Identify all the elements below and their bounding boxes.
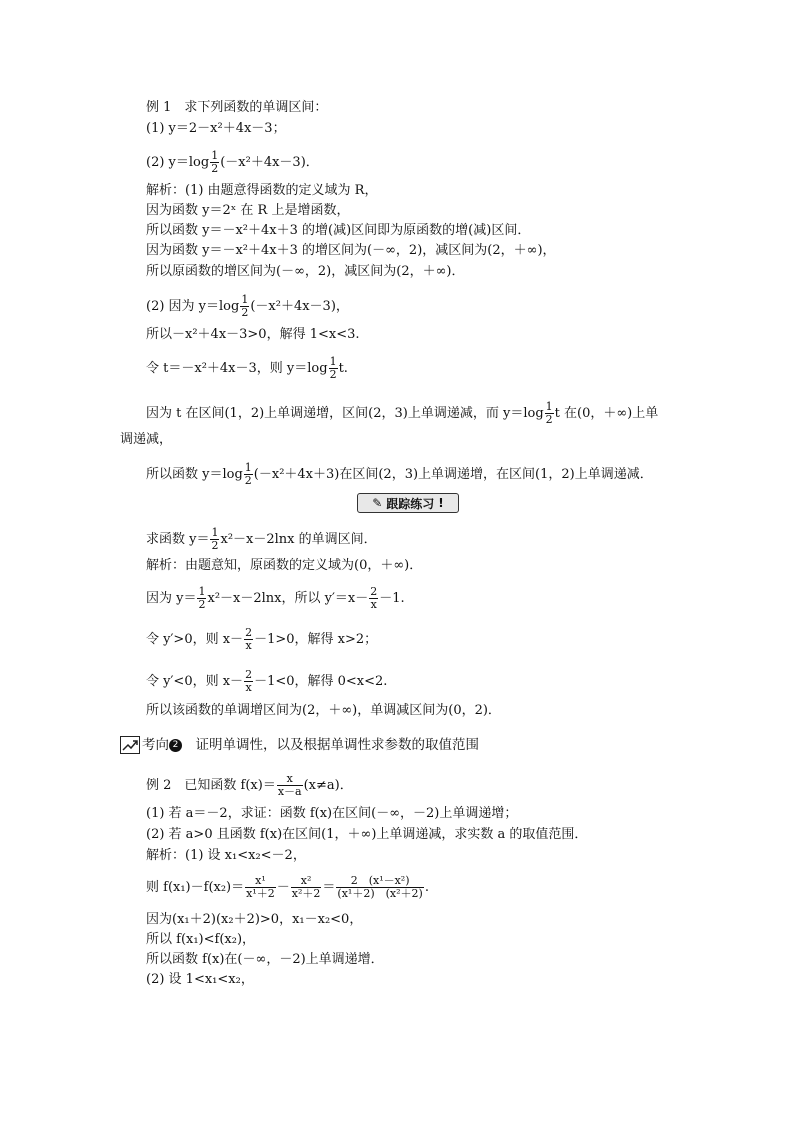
text: 则 f(x₁)－f(x₂)＝ [146, 880, 245, 895]
numerator: 1 [211, 149, 219, 162]
text: 因为 y＝ [146, 591, 197, 606]
numerator: x¹ [255, 874, 266, 887]
text: (2) 因为 y＝log [146, 299, 240, 314]
denominator: 2 [545, 413, 553, 426]
solution-line [146, 586, 405, 611]
fraction [369, 586, 378, 611]
fraction [244, 669, 253, 694]
numerator: 2 [370, 585, 378, 598]
text: . [424, 880, 429, 895]
solution-line: 调递减， [120, 432, 173, 447]
example-2-part-2: (2) 若 a>0 且函数 f(x)在区间(1，＋∞)上单调递减，求实数 a 的取值范围． [146, 827, 588, 842]
solution-line: 解析：(1) 由题意得函数的定义域为 R， [146, 183, 378, 198]
numerator: 1 [244, 461, 252, 474]
solution-line [146, 875, 429, 900]
numerator: 1 [329, 355, 337, 368]
text: －1<0，解得 0<x<2. [254, 674, 388, 689]
text: 因为 t 在区间(1，2)上单调递增，区间(2，3)上单调递减，而 y＝log [146, 406, 544, 421]
numerator: 1 [545, 400, 553, 413]
solution-line: 所以函数 y＝－x²＋4x＋3 的增(减)区间即为原函数的增(减)区间． [146, 223, 531, 238]
text: 令 y′>0，则 x－ [146, 632, 244, 647]
numerator: 1 [211, 526, 219, 539]
numerator: 1 [241, 293, 249, 306]
solution-line: 所以－x²＋4x－3>0，解得 1<x<3. [146, 327, 360, 342]
text: 令 y′<0，则 x－ [146, 674, 244, 689]
numerator: 2 [245, 626, 253, 639]
example-2-title [146, 773, 353, 798]
denominator: x [245, 681, 252, 694]
text: －1. [379, 591, 405, 606]
solution-line: 所以 f(x₁)<f(x₂)， [146, 932, 256, 947]
denominator: x－a [277, 785, 302, 798]
text: 所以函数 y＝log [146, 467, 243, 482]
text: (－x²＋4x－3)． [220, 155, 319, 170]
solution-line: 因为函数 y＝2ˣ 在 R 上是增函数， [146, 203, 350, 218]
denominator: x [370, 598, 377, 611]
solution-line: 解析：(1) 设 x₁<x₂<－2， [146, 848, 306, 863]
example-1-part-1: (1) y＝2－x²＋4x－3； [146, 121, 286, 136]
solution-line [146, 294, 349, 319]
fraction [277, 773, 303, 798]
fraction [329, 356, 338, 381]
solution-line: 所以原函数的增区间为(－∞，2)，减区间为(2，＋∞)． [146, 264, 465, 279]
solution-line: 解析：由题意知，原函数的定义域为(0，＋∞)． [146, 558, 423, 573]
text: x²－x－2lnx，所以 y′＝x－ [207, 591, 369, 606]
text: (－x²＋4x＋3)在区间(2，3)上单调递增，在区间(1，2)上单调递减． [253, 467, 653, 482]
denominator: 2 [241, 306, 249, 319]
denominator: x¹＋2 [246, 887, 275, 900]
text: (x≠a)． [303, 778, 353, 793]
solution-line [146, 462, 653, 487]
example-1-part-2 [146, 150, 319, 175]
example-2-part-1: (1) 若 a＝－2，求证：函数 f(x)在区间(－∞，－2)上单调递增； [146, 806, 518, 821]
text: t. [338, 361, 348, 376]
solution-line [146, 627, 377, 652]
section-title: 证明单调性，以及根据单调性求参数的取值范围 [195, 737, 479, 753]
solution-line: 所以该函数的单调增区间为(2，＋∞)，单调减区间为(0，2)． [146, 703, 501, 718]
denominator: x²＋2 [291, 887, 321, 900]
section-heading [120, 733, 479, 754]
numerator: 1 [198, 585, 206, 598]
numerator: x² [300, 874, 312, 887]
fraction [210, 150, 219, 175]
solution-line [146, 356, 348, 381]
section-number: 2 [169, 739, 182, 752]
fraction [336, 875, 423, 900]
text: 求函数 y＝ [146, 532, 210, 547]
denominator: 2 [198, 598, 206, 611]
solution-line: 因为函数 y＝－x²＋4x＋3 的增区间为(－∞，2)，减区间为(2，＋∞)， [146, 243, 556, 258]
denominator: 2 [244, 474, 252, 487]
trend-icon [120, 736, 140, 754]
section-prefix: 考向 [142, 737, 169, 753]
exclamation-icon: ! [438, 496, 444, 510]
fraction [244, 627, 253, 652]
fraction [240, 294, 249, 319]
numerator: 2 [245, 668, 253, 681]
pencil-icon: ✎ [372, 496, 383, 510]
fraction [197, 586, 206, 611]
denominator: 2 [211, 162, 219, 175]
fraction [545, 401, 554, 426]
text: (2) y＝log [146, 155, 210, 170]
text: －1>0，解得 x>2； [254, 632, 378, 647]
denominator: (x¹＋2) (x²＋2) [337, 887, 423, 900]
text: x²－x－2lnx 的单调区间． [220, 532, 377, 547]
text: ＝ [322, 880, 336, 895]
banner-label: 跟踪练习 [386, 496, 435, 511]
denominator: x [245, 639, 252, 652]
text: 例 2 已知函数 f(x)＝ [146, 778, 276, 793]
text: 令 t＝－x²＋4x－3，则 y＝log [146, 361, 328, 376]
fraction [244, 462, 253, 487]
solution-line [146, 669, 387, 694]
practice-banner [357, 493, 459, 513]
text: － [276, 880, 290, 895]
solution-line: 因为(x₁＋2)(x₂＋2)>0，x₁－x₂<0， [146, 912, 363, 927]
practice-question [146, 527, 377, 552]
solution-line [146, 401, 658, 426]
fraction [210, 527, 219, 552]
solution-line: 所以函数 f(x)在(－∞，－2)上单调递增． [146, 952, 384, 967]
example-1-title: 例 1 求下列函数的单调区间： [146, 100, 328, 115]
numerator: x [286, 772, 293, 785]
numerator: 2 (x¹－x²) [350, 874, 410, 887]
text: (－x²＋4x－3)， [250, 299, 349, 314]
denominator: 2 [211, 539, 219, 552]
solution-line: (2) 设 1<x₁<x₂， [146, 972, 254, 987]
denominator: 2 [329, 368, 337, 381]
fraction [245, 875, 276, 900]
text: t 在(0，＋∞)上单 [554, 406, 659, 421]
fraction [291, 875, 322, 900]
